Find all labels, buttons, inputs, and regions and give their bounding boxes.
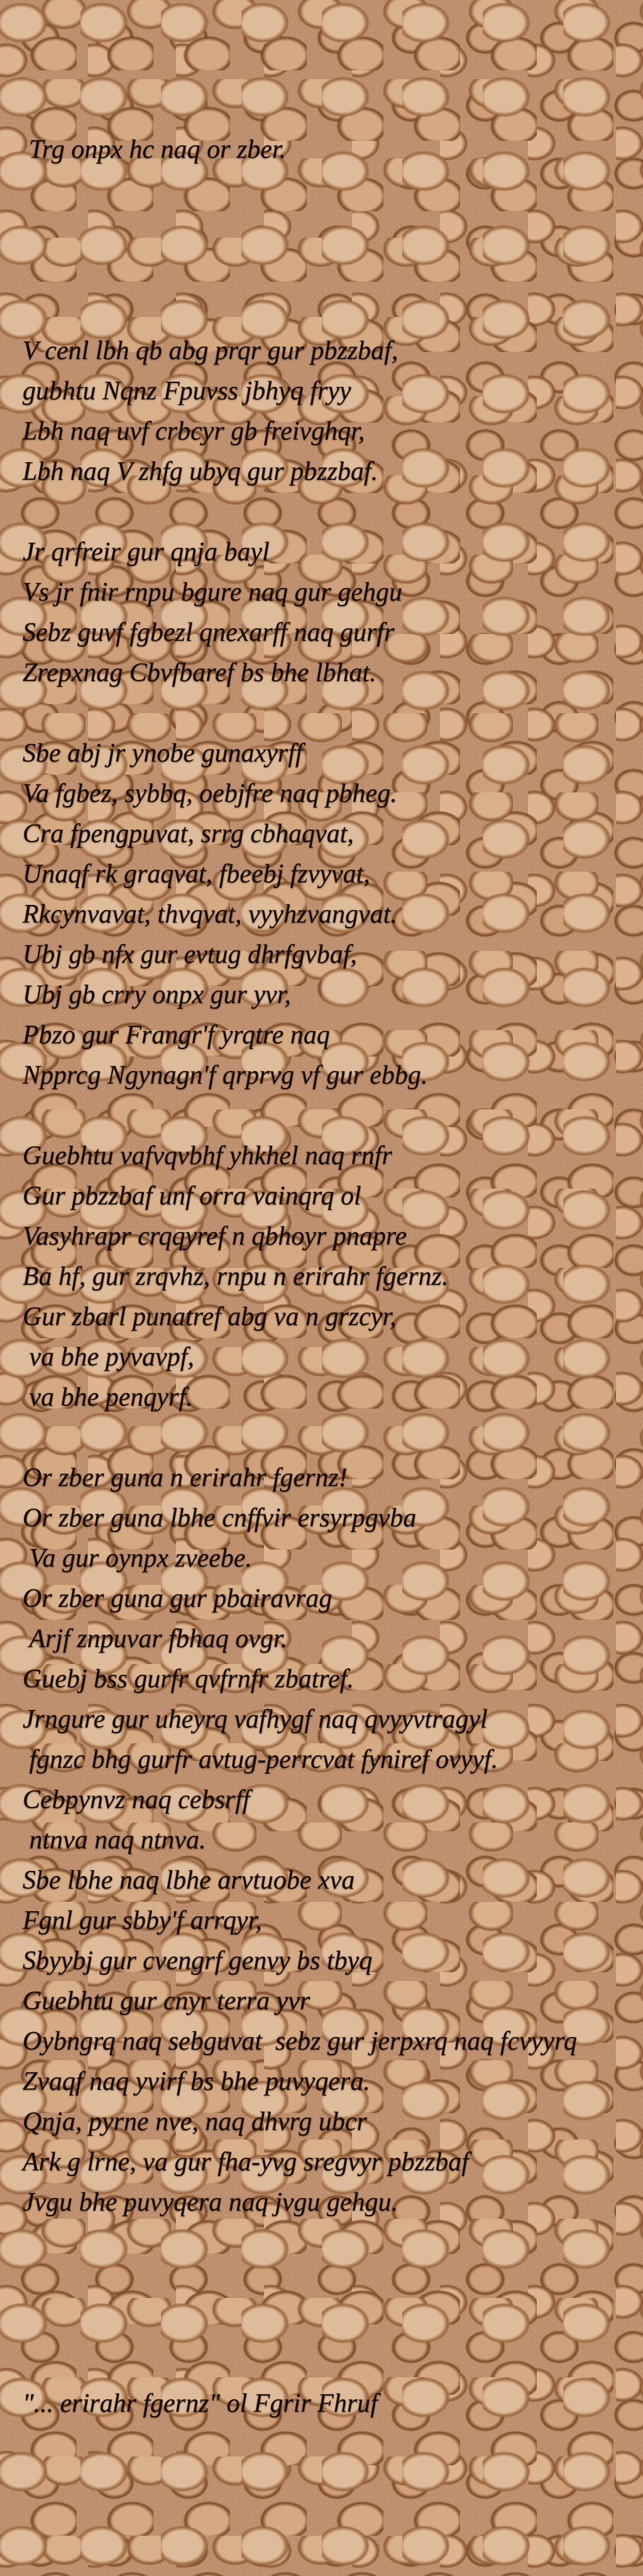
poem-line: Guebj bss gurfr qvfrnfr zbatref.: [23, 1665, 354, 1694]
poem-line: Jr qrfreir gur qnja bayl: [23, 538, 270, 567]
poem-line: Sbe abj jr ynobe gunaxyrff: [23, 739, 303, 768]
poem-stanza: [23, 733, 630, 1096]
poem-line: Gur zbarl punatref abg va n grzcyr,: [23, 1302, 397, 1331]
poem-line: Ubj gb nfx gur evtug dhrfgvbaf,: [23, 940, 357, 969]
poem-line: Or zber guna lbhe cnffvir ersyrpgvba: [23, 1504, 417, 1533]
poem-line: Arjf znpuvar fbhaq ovgr.: [23, 1624, 288, 1653]
poem-line: Oybngrq naq sebguvat sebz gur jerpxrq naq fcvyyrq: [23, 2027, 577, 2056]
poem-stanza: [23, 1136, 630, 1418]
poem-line: Or zber guna gur pbairavrag: [23, 1584, 332, 1613]
poem-line: Ba hf, gur zrqvhz, rnpu n erirahr fgernz.: [23, 1262, 449, 1291]
poem-line: Sbyybj gur cvengrf genvy bs tbyq: [23, 1946, 373, 1975]
poem-line: Or zber guna n erirahr fgernz!: [23, 1463, 348, 1492]
poem-line: ntnva naq ntnva.: [23, 1826, 206, 1855]
poem-line: Zvaqf naq yvirf bs bhe puvyqera.: [23, 2067, 370, 2096]
poem-line: Ark g lrne, va gur fha-yvg sregvyr pbzzbaf: [23, 2148, 469, 2177]
poem-line: Guebhtu vafvqvbhf yhkhel naq rnfr: [23, 1141, 392, 1170]
poem-line: Fgnl gur sbby'f arrqyr,: [23, 1906, 262, 1935]
poem-line: Sbe lbhe naq lbhe arvtuobe xva: [23, 1866, 355, 1895]
poem-line: Zrepxnag Cbvfbaref bs bhe lbhat.: [23, 658, 376, 687]
poem-line: va bhe pyvavpf,: [23, 1343, 194, 1372]
poem-line: Cra fpengpuvat, srrg cbhaqvat,: [23, 819, 354, 848]
poem-attribution: "... erirahr fgernz" ol Fgrir Fhruf: [23, 2389, 378, 2418]
poem-line: gubhtu Nqnz Fpuvss jbhyq fryy: [23, 377, 351, 406]
poem-line: Npprcg Ngynagn'f qrprvg vf gur ebbg.: [23, 1061, 428, 1090]
poem-line: Gur pbzzbaf unf orra vainqrq ol: [23, 1182, 361, 1211]
poem-line: Lbh naq V zhfg ubyq gur pbzzbaf.: [23, 457, 378, 486]
poem-line: Va gur oynpx zveebe.: [23, 1544, 253, 1573]
poem-line: Pbzo gur Frangr'f yrqtre naq: [23, 1021, 330, 1050]
poem-line: Vs jr fnir rnpu bgure naq gur gehgu: [23, 578, 402, 607]
poem-line: Guebhtu gur cnyr terra yvr: [23, 1987, 311, 2016]
poem-line: Vasyhrapr crqqyref n qbhoyr pnapre: [23, 1222, 407, 1251]
poem-line: Cebpynvz naq cebsrff: [23, 1785, 250, 1814]
poem-line: Jrngure gur uheyrq vafhygf naq qvyyvtragyl: [23, 1705, 488, 1734]
poem-line: Jvgu bhe puvyqera naq jvgu gehgu.: [23, 2188, 398, 2217]
poem-line: Ubj gb crry onpx gur yvr,: [23, 980, 291, 1009]
poem-stanza: [23, 532, 630, 693]
poem-stanza: [23, 331, 630, 492]
poem-line: Rkcynvavat, thvqvat, vyyhzvangvat.: [23, 900, 397, 929]
poem-line: va bhe penqyrf.: [23, 1383, 193, 1412]
poem-line: Qnja, pyrne nve, naq dhvrg ubcr: [23, 2107, 367, 2136]
poem-line: Sebz guvf fgbezl qnexarff naq gurfr: [23, 618, 395, 647]
poem-line: V cenl lbh qb abg prqr gur pbzzbaf,: [23, 336, 398, 365]
poem-stanza: [23, 1458, 630, 2223]
poem-body: [23, 331, 630, 2223]
poem-title-line: Trg onpx hc naq or zber.: [29, 135, 287, 164]
poem-line: fgnzc bhg gurfr avtug-perrcvat fyniref ovyyf.: [23, 1745, 498, 1774]
poem-line: Unaqf rk graqvat, fbeebj fzvyvat,: [23, 860, 370, 889]
poem-line: Va fgbez, sybbq, oebjfre naq pbheg.: [23, 779, 397, 808]
poem-line: Lbh naq uvf crbcyr gb freivghqr,: [23, 417, 365, 446]
